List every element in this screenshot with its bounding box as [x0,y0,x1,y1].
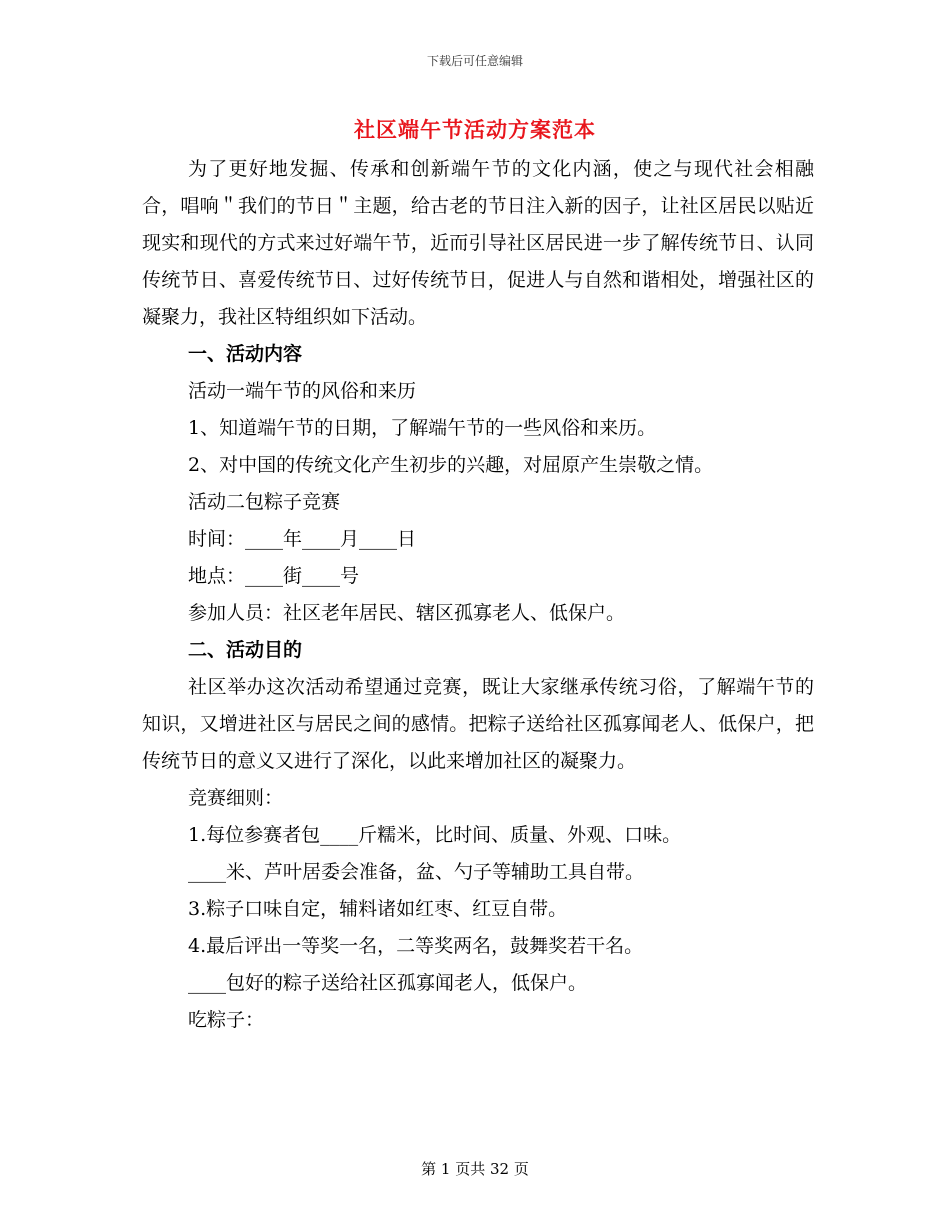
activity1-item-1: 1、知道端午节的日期，了解端午节的一些风俗和来历。 [188,417,657,439]
rules-title: 竞赛细则： [188,787,284,809]
activity1-title: 活动一端午节的风俗和来历 [188,380,417,402]
rule-2: ____米、芦叶居委会准备，盆、勺子等辅助工具自带。 [188,861,645,883]
document-body [142,151,814,1039]
eat-title: 吃粽子： [188,1009,265,1031]
section-heading-content: 一、活动内容 [188,343,303,365]
section-heading-purpose: 二、活动目的 [188,639,303,661]
purpose-paragraph: 社区举办这次活动希望通过竞赛，既让大家继承传统习俗，了解端午节的知识，又增进社区与居民之间的感情。把粽子送给社区孤寡闻老人、低保户，把传统节日的意义又进行了深化，以此来增加社区的凝聚力。 [142,676,814,772]
rule-1: 1.每位参赛者包____斤糯米，比时间、质量、外观、口味。 [188,824,682,846]
rule-4: 4.最后评出一等奖一名，二等奖两名，鼓舞奖若干名。 [188,935,644,957]
activity2-title: 活动二包粽子竞赛 [188,491,341,513]
activity1-item-2: 2、对中国的传统文化产生初步的兴趣，对屈原产生崇敬之情。 [188,454,714,476]
header-note: 下载后可任意编辑 [426,54,523,68]
document-title: 社区端午节活动方案范本 [354,117,596,142]
rule-5: ____包好的粽子送给社区孤寡闻老人，低保户。 [188,972,588,994]
time-line: 时间：____年____月____日 [188,528,417,550]
participants-line: 参加人员：社区老年居民、辖区孤寡老人、低保户。 [188,602,626,624]
intro-paragraph: 为了更好地发掘、传承和创新端午节的文化内涵，使之与现代社会相融合，唱响＂我们的节日＂主题，给古老的节日注入新的因子，让社区居民以贴近现实和现代的方式来过好端午节，近而引导社区居民进一步了解传统节日、认同传统节日、喜爱传统节日、过好传统节日，促进人与自然和谐相处，增强社区的凝聚力，我社区特组织如下活动。 [142,158,814,328]
rule-3: 3.粽子口味自定，辅料诸如红枣、红豆自带。 [188,898,568,920]
page-footer: 第 1 页共 32 页 [421,1160,529,1178]
place-line: 地点：____街____号 [188,565,360,587]
